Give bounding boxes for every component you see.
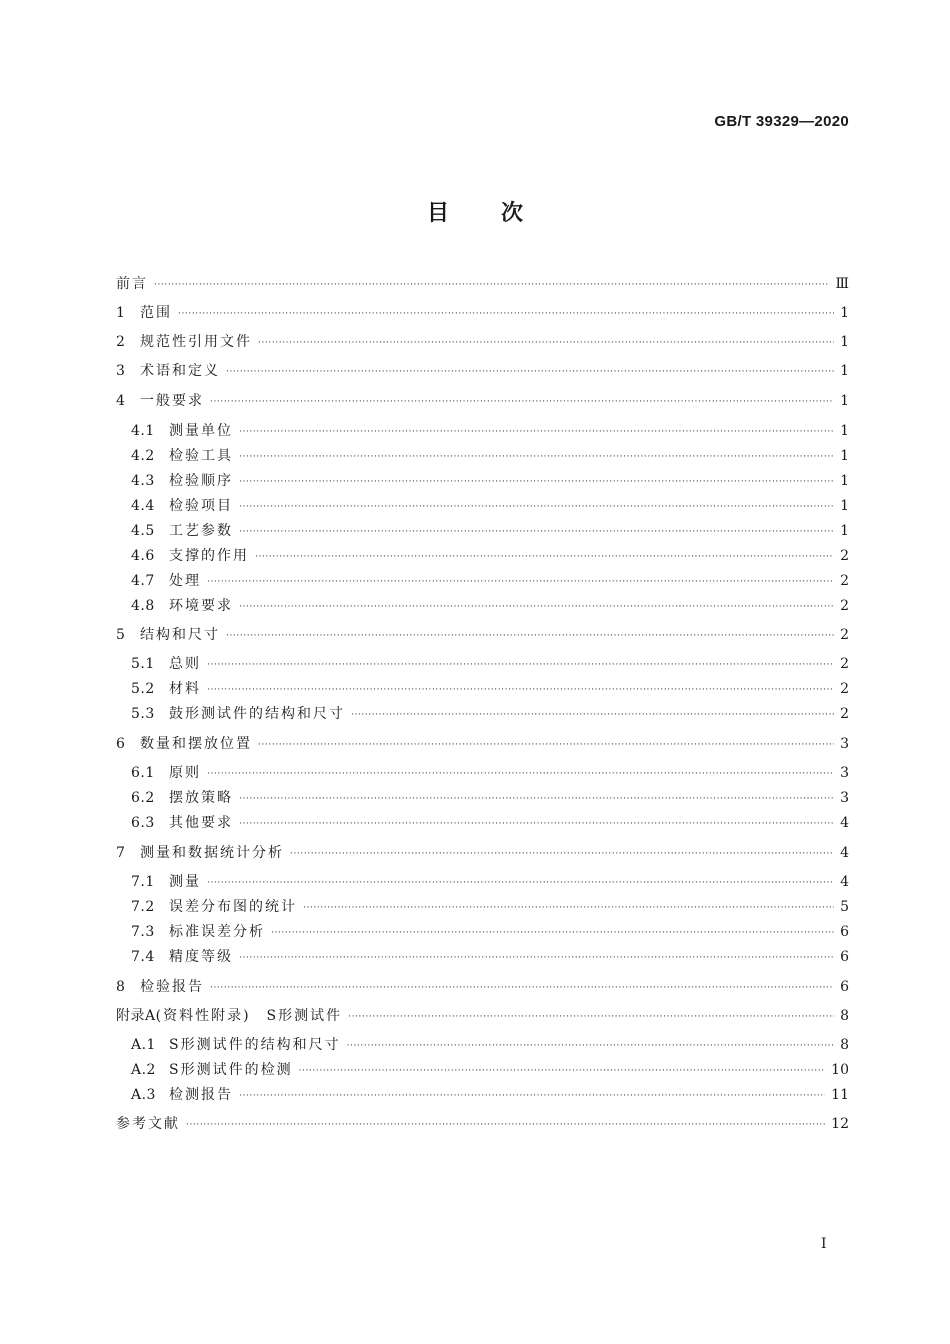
- toc-leader-dots: [207, 571, 834, 591]
- toc-entry-label: 检验项目: [169, 498, 233, 514]
- toc-entry[interactable]: [116, 361, 849, 381]
- toc-entry-number: 2: [116, 334, 126, 350]
- toc-entry-page: 8: [840, 1008, 849, 1024]
- toc-leader-dots: [210, 391, 834, 411]
- toc-entry-page: 3: [840, 790, 849, 806]
- toc-entry-page: 1: [840, 473, 849, 489]
- toc-entry-page: 1: [840, 448, 849, 464]
- toc-entry[interactable]: [131, 1060, 849, 1080]
- toc-entry-number: 4.7: [131, 573, 155, 589]
- toc-entry-number: 5.3: [131, 706, 155, 722]
- toc-leader-dots: [239, 947, 834, 967]
- toc-entry-page: 4: [840, 874, 849, 890]
- toc-entry[interactable]: [116, 303, 849, 323]
- toc-entry-label: 检测报告: [169, 1087, 233, 1103]
- toc-entry-number: 4.5: [131, 523, 155, 539]
- toc-entry-page: 2: [840, 627, 849, 643]
- toc-entry-label: 检验报告: [140, 979, 204, 995]
- toc-leader-dots: [347, 1035, 834, 1055]
- toc-entry[interactable]: [131, 546, 849, 566]
- toc-leader-dots: [207, 763, 834, 783]
- toc-entry-label: 材料: [169, 681, 201, 697]
- toc-entry[interactable]: [116, 734, 849, 754]
- toc-entry[interactable]: [131, 788, 849, 808]
- toc-leader-dots: [239, 446, 834, 466]
- toc-entry-page: Ⅲ: [835, 276, 849, 292]
- toc-entry[interactable]: [131, 704, 849, 724]
- toc-leader-dots: [239, 596, 834, 616]
- toc-entry-label: 术语和定义: [140, 363, 220, 379]
- toc-entry-page: 8: [840, 1037, 849, 1053]
- toc-leader-dots: [239, 813, 834, 833]
- toc-entry[interactable]: [116, 843, 849, 863]
- toc-entry[interactable]: [131, 596, 849, 616]
- toc-leader-dots: [154, 274, 829, 294]
- toc-entry[interactable]: [116, 274, 849, 294]
- toc-entry-page: 1: [840, 423, 849, 439]
- toc-leader-dots: [207, 654, 834, 674]
- toc-entry-label: 工艺参数: [169, 523, 233, 539]
- toc-entry-page: 1: [840, 363, 849, 379]
- toc-entry-number: 6: [116, 736, 126, 752]
- toc-entry-label: 标准误差分析: [169, 924, 265, 940]
- toc-entry-number: 4.8: [131, 598, 155, 614]
- toc-entry[interactable]: [116, 1114, 849, 1134]
- toc-leader-dots: [239, 521, 834, 541]
- toc-leader-dots: [303, 897, 834, 917]
- toc-entry-label: 总则: [169, 656, 201, 672]
- toc-entry[interactable]: [131, 446, 849, 466]
- toc-entry-page: 2: [840, 573, 849, 589]
- toc-entry-number: 6.1: [131, 765, 155, 781]
- toc-entry-label: 结构和尺寸: [140, 627, 220, 643]
- toc-entry[interactable]: [131, 421, 849, 441]
- toc-entry-label: 鼓形测试件的结构和尺寸: [169, 706, 345, 722]
- page-number: I: [821, 1236, 827, 1252]
- toc-entry-label: 精度等级: [169, 949, 233, 965]
- toc-entry-page: 2: [840, 681, 849, 697]
- toc-entry-label: 测量和数据统计分析: [140, 845, 284, 861]
- standard-code: GB/T 39329—2020: [714, 113, 849, 130]
- toc-entry[interactable]: [131, 679, 849, 699]
- toc-entry-page: 2: [840, 706, 849, 722]
- toc-leader-dots: [226, 625, 834, 645]
- toc-entry-page: 10: [831, 1062, 849, 1078]
- toc-leader-dots: [207, 679, 834, 699]
- toc-entry-label: 环境要求: [169, 598, 233, 614]
- toc-leader-dots: [186, 1114, 825, 1134]
- toc-leader-dots: [258, 734, 834, 754]
- toc-entry-page: 2: [840, 656, 849, 672]
- toc-entry-number: A.2: [131, 1062, 156, 1078]
- toc-entry[interactable]: [131, 471, 849, 491]
- toc-entry-label: 一般要求: [140, 393, 204, 409]
- toc-leader-dots: [299, 1060, 826, 1080]
- toc-entry-number: 1: [116, 305, 126, 321]
- toc-entry-number: 4.1: [131, 423, 155, 439]
- toc-entry-page: 12: [831, 1116, 849, 1132]
- toc-entry[interactable]: [116, 391, 849, 411]
- toc-entry-page: 3: [840, 736, 849, 752]
- toc-entry-number: 7.4: [131, 949, 155, 965]
- toc-entry-label: S形测试件的检测: [169, 1062, 293, 1078]
- toc-entry-page: 1: [840, 393, 849, 409]
- toc-entry-label: 摆放策略: [169, 790, 233, 806]
- toc-entry-page: 1: [840, 305, 849, 321]
- toc-leader-dots: [239, 788, 834, 808]
- toc-entry-page: 6: [840, 924, 849, 940]
- toc-entry-number: A.1: [131, 1037, 156, 1053]
- toc-leader-dots: [226, 361, 834, 381]
- toc-leader-dots: [239, 421, 834, 441]
- toc-entry-label: 前言: [116, 276, 148, 292]
- toc-entry-label: 检验工具: [169, 448, 233, 464]
- toc-entry-page: 1: [840, 334, 849, 350]
- toc-entry[interactable]: [116, 1006, 849, 1026]
- toc-entry-label: 测量单位: [169, 423, 233, 439]
- toc-entry[interactable]: [131, 654, 849, 674]
- toc-entry-label: 测量: [169, 874, 201, 890]
- toc-entry-page: 6: [840, 979, 849, 995]
- toc-entry-label: 支撑的作用: [169, 548, 249, 564]
- toc-entry-number: 5: [116, 627, 126, 643]
- toc-entry-number: 7.1: [131, 874, 155, 890]
- toc-entry-label: (资料性附录) S形测试件: [155, 1008, 343, 1024]
- toc-entry-page: 2: [840, 548, 849, 564]
- page-title: 目次: [426, 201, 575, 226]
- toc-leader-dots: [178, 303, 834, 323]
- toc-entry[interactable]: [131, 813, 849, 833]
- toc-entry-number: 5.2: [131, 681, 155, 697]
- toc-entry-number: 4.2: [131, 448, 155, 464]
- toc-entry-number: 6.3: [131, 815, 155, 831]
- toc-entry-label: 原则: [169, 765, 201, 781]
- toc-entry-number: 4.4: [131, 498, 155, 514]
- toc-entry[interactable]: [116, 332, 849, 352]
- toc-entry[interactable]: [116, 977, 849, 997]
- toc-leader-dots: [258, 332, 834, 352]
- toc-entry-page: 5: [840, 899, 849, 915]
- toc-entry[interactable]: [131, 763, 849, 783]
- toc-leader-dots: [290, 843, 834, 863]
- toc-entry-number: 6.2: [131, 790, 155, 806]
- toc-entry[interactable]: [131, 496, 849, 516]
- toc-entry[interactable]: [131, 897, 849, 917]
- toc-entry-label: S形测试件的结构和尺寸: [169, 1037, 341, 1053]
- toc-entry-page: 1: [840, 523, 849, 539]
- toc-entry[interactable]: [131, 1035, 849, 1055]
- toc-entry-page: 2: [840, 598, 849, 614]
- toc-entry[interactable]: [131, 521, 849, 541]
- toc-leader-dots: [239, 496, 834, 516]
- toc-leader-dots: [348, 1006, 834, 1026]
- toc-leader-dots: [207, 872, 834, 892]
- toc-entry-number: 附录A: [116, 1008, 156, 1024]
- toc-entry-label: 参考文献: [116, 1116, 180, 1132]
- toc-entry[interactable]: [131, 1085, 849, 1105]
- toc-entry-number: 4: [116, 393, 126, 409]
- toc-entry-number: 7.3: [131, 924, 155, 940]
- toc-entry-number: 3: [116, 363, 126, 379]
- toc-entry-number: 8: [116, 979, 126, 995]
- toc-entry-label: 数量和摆放位置: [140, 736, 252, 752]
- toc-entry-number: 4.6: [131, 548, 155, 564]
- toc-entry-label: 误差分布图的统计: [169, 899, 297, 915]
- toc-entry-label: 范围: [140, 305, 172, 321]
- toc-entry-page: 3: [840, 765, 849, 781]
- toc-entry[interactable]: [131, 947, 849, 967]
- toc-leader-dots: [255, 546, 834, 566]
- toc-leader-dots: [210, 977, 834, 997]
- toc-leader-dots: [239, 471, 834, 491]
- toc-entry-page: 6: [840, 949, 849, 965]
- toc-leader-dots: [351, 704, 834, 724]
- toc-entry-page: 11: [831, 1087, 849, 1103]
- toc-entry[interactable]: [131, 571, 849, 591]
- toc-entry[interactable]: [131, 922, 849, 942]
- toc-entry[interactable]: [116, 625, 849, 645]
- toc-leader-dots: [271, 922, 834, 942]
- toc-entry-number: 7: [116, 845, 126, 861]
- toc-entry-page: 4: [840, 815, 849, 831]
- toc-entry-label: 检验顺序: [169, 473, 233, 489]
- toc-entry-label: 规范性引用文件: [140, 334, 252, 350]
- toc-entry-label: 其他要求: [169, 815, 233, 831]
- toc-entry-number: 4.3: [131, 473, 155, 489]
- toc-entry-page: 4: [840, 845, 849, 861]
- toc-entry-number: 7.2: [131, 899, 155, 915]
- toc-entry-number: A.3: [131, 1087, 156, 1103]
- toc-leader-dots: [239, 1085, 825, 1105]
- toc-entry-number: 5.1: [131, 656, 155, 672]
- toc-entry-label: 处理: [169, 573, 201, 589]
- toc-entry-page: 1: [840, 498, 849, 514]
- toc-entry[interactable]: [131, 872, 849, 892]
